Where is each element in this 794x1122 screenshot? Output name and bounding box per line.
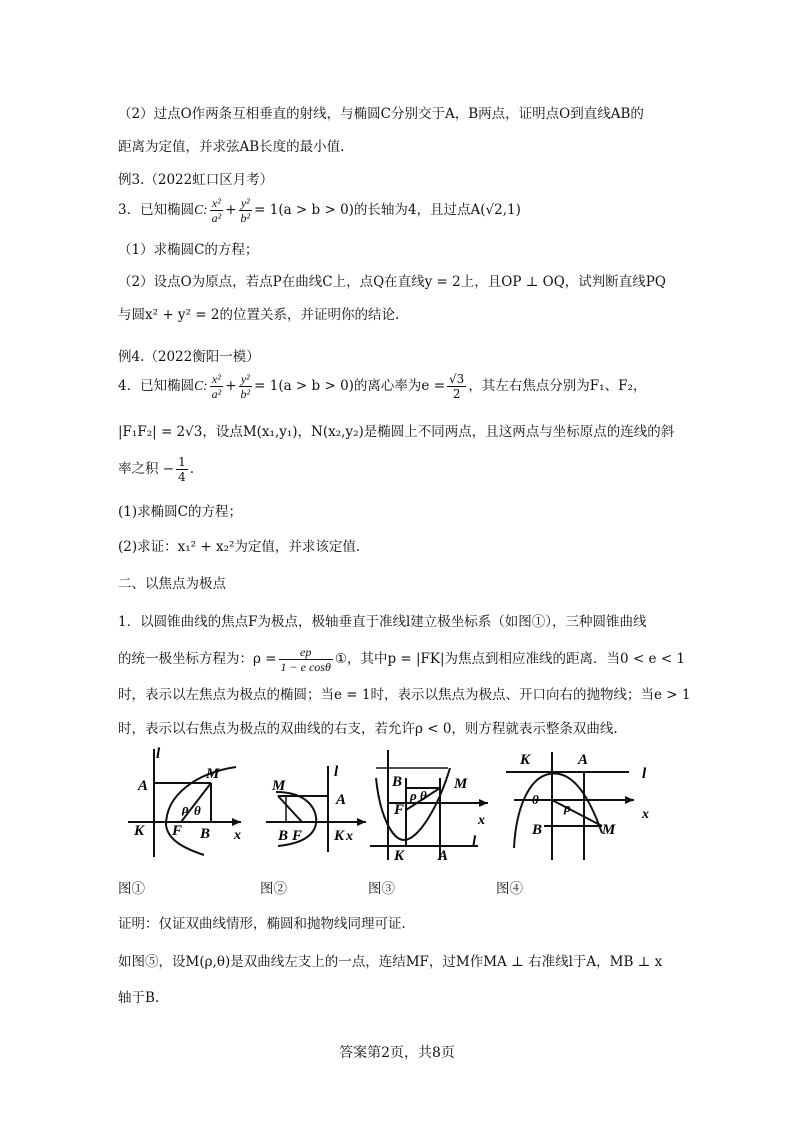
section-p1-line2 <box>118 645 685 674</box>
fraction-1-4: $\frac{1}{4}$ <box>178 455 186 484</box>
svg-text:l: l <box>472 834 477 850</box>
svg-text:K: K <box>134 823 145 839</box>
caption-figure-2: 图② <box>260 881 287 897</box>
svg-text:x: x <box>478 813 485 828</box>
svg-text:K: K <box>334 828 345 844</box>
svg-text:A: A <box>336 792 347 808</box>
section-title: 二、以焦点为极点 <box>118 576 226 592</box>
fraction-y2-b2-2: $\frac{\text{y²}}{\text{b²}}$ <box>240 372 251 401</box>
svg-text:B: B <box>200 826 211 842</box>
svg-text:A: A <box>438 848 449 863</box>
ex4-stem <box>118 372 646 401</box>
svg-text:F: F <box>292 828 303 844</box>
ex4-stem-foci: ，其左右焦点分别为F₁、F₂， <box>468 378 647 394</box>
ex4-header: 例4.（2022衡阳一模） <box>118 349 260 365</box>
svg-text:x: x <box>234 828 241 843</box>
svg-text:θ: θ <box>420 788 427 803</box>
svg-text:M: M <box>454 776 468 792</box>
plus-sign-2: + <box>225 378 237 394</box>
svg-text:ρ: ρ <box>564 800 571 815</box>
ex4-q1: (1)求椭圆C的方程； <box>118 504 242 520</box>
fraction-sqrt3-2: $\frac{√3}{2}$ <box>449 372 465 401</box>
svg-text:M: M <box>272 778 286 794</box>
fraction-polar: $\frac{ep}{\text{1 − e cosθ}}$ <box>280 645 331 674</box>
svg-text:ρ: ρ <box>182 801 189 816</box>
proof-line2: 如图⑤，设M(ρ,θ)是双曲线左支上的一点，连结MF，过M作MA ⊥ 右准线l于A，MB ⊥ x <box>118 954 663 970</box>
eq-one: = 1 <box>254 202 279 218</box>
svg-text:l: l <box>334 764 339 780</box>
ex3-stem-condition: (a > b > 0)的长轴为4，且过点A(√2,1) <box>278 202 521 218</box>
ex3-stem-prefix: 3．已知椭圆 <box>118 202 195 218</box>
section-p1-line1: 1．以圆锥曲线的焦点F为极点，极轴垂直于准线l建立极坐标系（如图①），三种圆锥曲线 <box>118 614 647 630</box>
q2-line1: （2）过点O作两条互相垂直的射线，与椭圆C分别交于A，B两点，证明点O到直线AB的 <box>118 106 644 122</box>
ellipse-name-2: C: <box>194 378 208 393</box>
svg-text:θ: θ <box>194 803 201 818</box>
ellipse-name: C: <box>194 202 208 217</box>
section-p1-line4: 时，表示以右焦点为极点的双曲线的右支，若允许ρ < 0，则方程就表示整条双曲线. <box>118 721 618 737</box>
q2-line2: 距离为定值，并求弦AB长度的最小值. <box>118 139 345 155</box>
svg-text:M: M <box>206 766 220 782</box>
svg-text:M: M <box>602 822 616 838</box>
ex4-line3-end: . <box>189 461 195 477</box>
figure-3 <box>368 748 488 867</box>
figure-1 <box>126 745 246 864</box>
svg-text:θ: θ <box>532 792 539 807</box>
proof-line3: 轴于B. <box>118 990 160 1006</box>
svg-text:B: B <box>278 828 289 844</box>
svg-text:x: x <box>642 807 649 822</box>
ex3-part1: （1）求椭圆C的方程； <box>118 242 259 258</box>
fraction-x2-a2: $\frac{\text{x²}}{\text{a²}}$ <box>211 196 222 225</box>
polar-eq-prefix: 的统一极坐标方程为：ρ = <box>118 651 277 667</box>
svg-text:l: l <box>156 746 161 762</box>
caption-figure-4: 图④ <box>496 881 523 897</box>
svg-text:A: A <box>138 778 149 794</box>
svg-text:F: F <box>172 823 183 839</box>
section-p1-line3: 时，表示以左焦点为极点的椭圆；当e = 1时，表示以焦点为极点、开口向右的抛物线；当e > 1 <box>118 687 691 703</box>
svg-text:B: B <box>392 774 403 790</box>
ex4-line3 <box>118 455 194 484</box>
figure-2 <box>258 762 370 861</box>
eq-one-2: = 1 <box>254 378 279 394</box>
svg-text:ρ: ρ <box>410 788 417 803</box>
svg-text:B: B <box>532 822 543 838</box>
fraction-y2-b2: $\frac{\text{y²}}{\text{b²}}$ <box>240 196 251 225</box>
ex4-stem-prefix: 4．已知椭圆 <box>118 378 195 394</box>
svg-text:F: F <box>394 802 405 818</box>
fraction-x2-a2-2: $\frac{\text{x²}}{\text{a²}}$ <box>211 372 222 401</box>
ex4-line2: |F₁F₂| = 2√3，设点M(x₁,y₁)，N(x₂,y₂)是椭圆上不同两点，且这两点与坐标原点的连线的斜 <box>118 424 675 440</box>
caption-figure-1: 图① <box>118 881 145 897</box>
ex4-q2: (2)求证：x₁² + x₂²为定值，并求该定值. <box>118 539 361 555</box>
plus-sign: + <box>225 202 237 218</box>
page-footer: 答案第2页，共8页 <box>339 1045 455 1061</box>
svg-text:x: x <box>346 829 353 844</box>
caption-figure-3: 图③ <box>368 881 395 897</box>
ex3-part2b: 与圆x² + y² = 2的位置关系，并证明你的结论. <box>118 307 400 323</box>
svg-text:K: K <box>520 752 531 768</box>
ex3-header: 例3.（2022虹口区月考） <box>118 172 274 188</box>
svg-text:l: l <box>642 766 647 782</box>
ex4-stem-condition: (a > b > 0)的离心率为e = <box>278 378 446 394</box>
polar-eq-suffix: ①，其中p = |FK|为焦点到相应准线的距离．当0 < e < 1 <box>334 651 686 667</box>
ex3-part2a: （2）设点O为原点，若点P在曲线C上，点Q在直线y = 2上，且OP ⊥ OQ，试判断直线PQ <box>118 274 666 290</box>
proof-line1: 证明：仅证双曲线情形，椭圆和抛物线同理可证. <box>118 916 406 932</box>
svg-text:A: A <box>578 752 589 768</box>
ex4-line3-text: 率之积 − <box>118 461 175 477</box>
ex3-stem <box>118 196 521 225</box>
figure-4 <box>494 748 664 867</box>
svg-text:K: K <box>394 848 405 863</box>
